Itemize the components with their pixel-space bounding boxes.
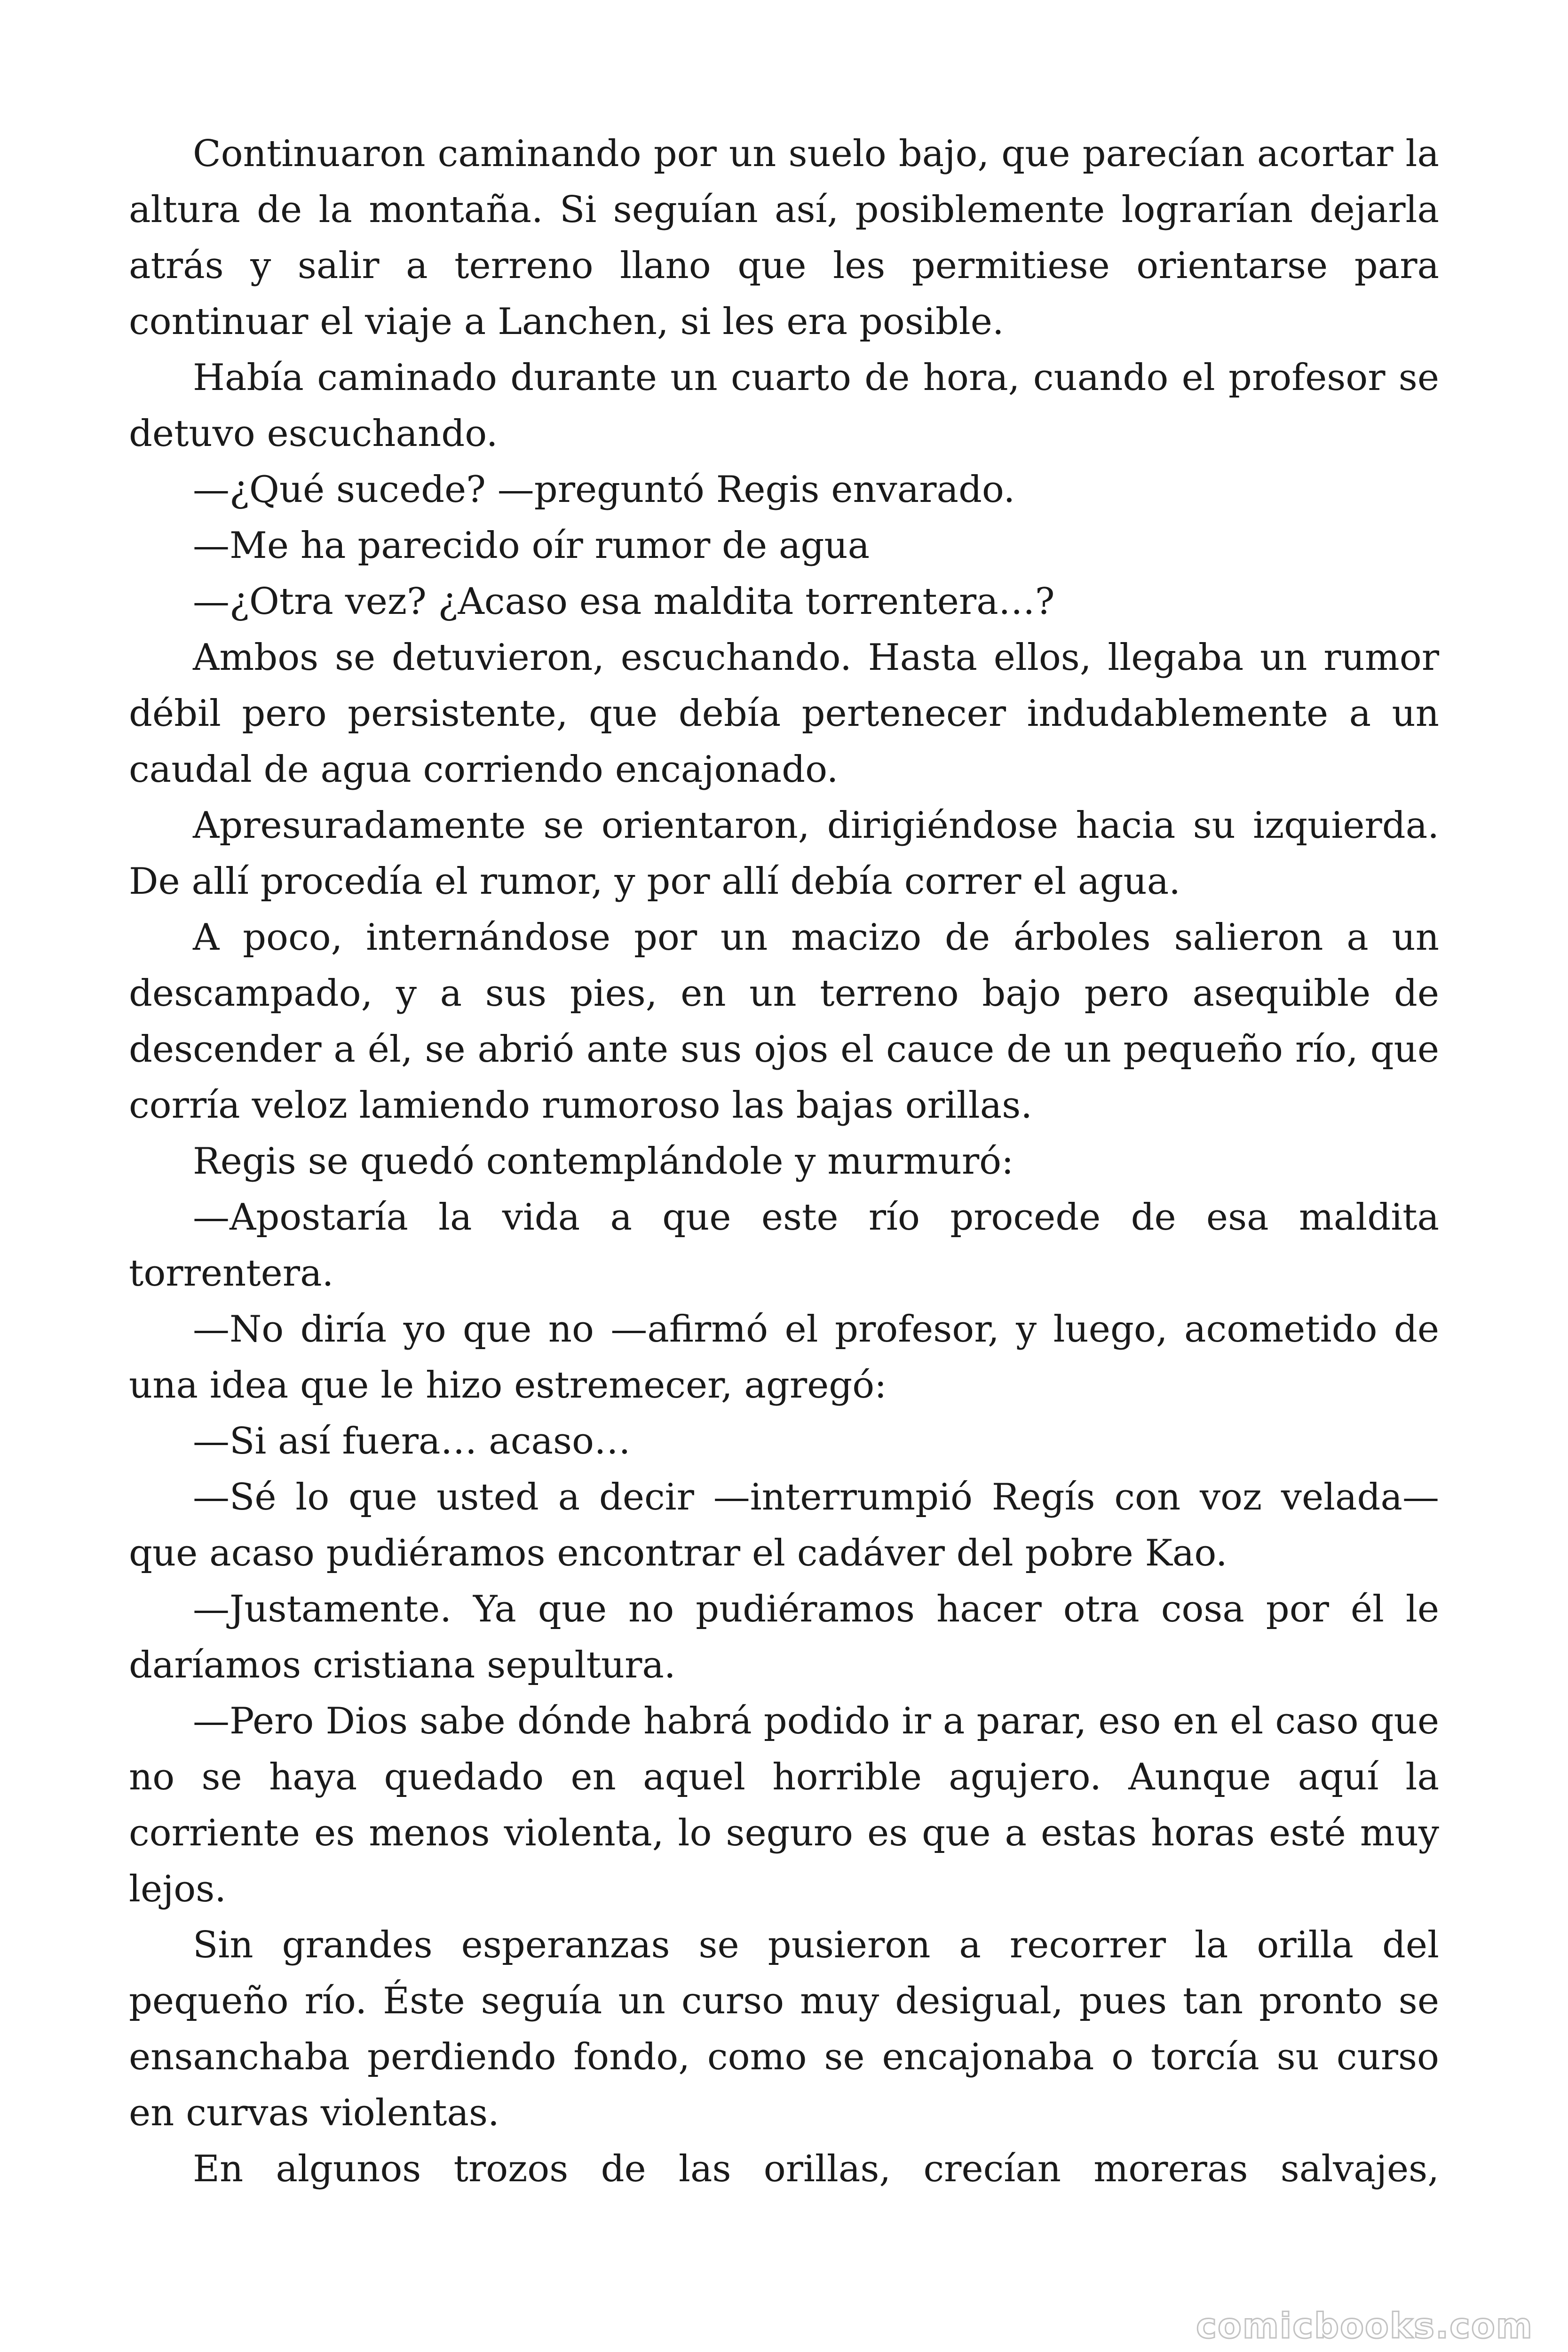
paragraph: Sin grandes esperanzas se pusieron a recorrer la orilla del pequeño río. Éste seguía un curso muy desigual, pues tan pronto se ensanchaba perdiendo fondo, como se encajonaba o torcía su curso en curvas violentas.: [129, 1924, 1439, 2134]
paragraph: A poco, internándose por un macizo de árboles salieron a un descampado, y a sus pies, en un terreno bajo pero asequible de descender a él, se abrió ante sus ojos el cauce de un pequeño río, que corría veloz lamiendo rumoroso las bajas orillas.: [129, 916, 1439, 1127]
paragraph: —No diría yo que no —afirmó el profesor, y luego, acometido de una idea que le hizo estremecer, agregó:: [129, 1308, 1439, 1406]
paragraph: —¿Qué sucede? —preguntó Regis envarado.: [193, 469, 1015, 511]
paragraph: Regis se quedó contemplándole y murmuró:: [193, 1140, 1014, 1183]
paragraph: Apresuradamente se orientaron, dirigiéndose hacia su izquierda. De allí procedía el rumor, y por allí debía correr el agua.: [129, 804, 1439, 903]
paragraph: —Sé lo que usted a decir —interrumpió Regís con voz velada— que acaso pudiéramos encontrar el cadáver del pobre Kao.: [129, 1476, 1439, 1574]
paragraph: —Pero Dios sabe dónde habrá podido ir a parar, eso en el caso que no se haya quedado en aquel horrible agujero. Aunque aquí la corriente es menos violenta, lo seguro es que a estas horas esté muy lejos.: [129, 1700, 1439, 1910]
paragraph: Ambos se detuvieron, escuchando. Hasta ellos, llegaba un rumor débil pero persistente, que debía pertenecer indudablemente a un caudal de agua corriendo encajonado.: [129, 636, 1439, 791]
paragraph: —Si así fuera… acaso…: [193, 1420, 631, 1462]
paragraph: —Me ha parecido oír rumor de agua: [193, 524, 870, 567]
paragraph: —¿Otra vez? ¿Acaso esa maldita torrentera…?: [193, 580, 1055, 623]
paragraph: Continuaron caminando por un suelo bajo, que parecían acortar la altura de la montaña. Si seguían así, posiblemente lograrían dejarla atrás y salir a terreno llano que les permitiese orientarse para continuar el viaje a Lanchen, si les era posible.: [129, 133, 1439, 343]
paragraph-continued: En algunos trozos de las orillas, crecían moreras salvajes,: [193, 2148, 1439, 2190]
paragraph: —Justamente. Ya que no pudiéramos hacer otra cosa por él le daríamos cristiana sepultura.: [129, 1588, 1439, 1686]
watermark: comicbooks.com: [1196, 2306, 1533, 2346]
paragraph: Había caminado durante un cuarto de hora, cuando el profesor se detuvo escuchando.: [129, 357, 1439, 455]
paragraph: —Apostaría la vida a que este río procede de esa maldita torrentera.: [129, 1196, 1439, 1295]
page-body-text: [129, 126, 1439, 2197]
